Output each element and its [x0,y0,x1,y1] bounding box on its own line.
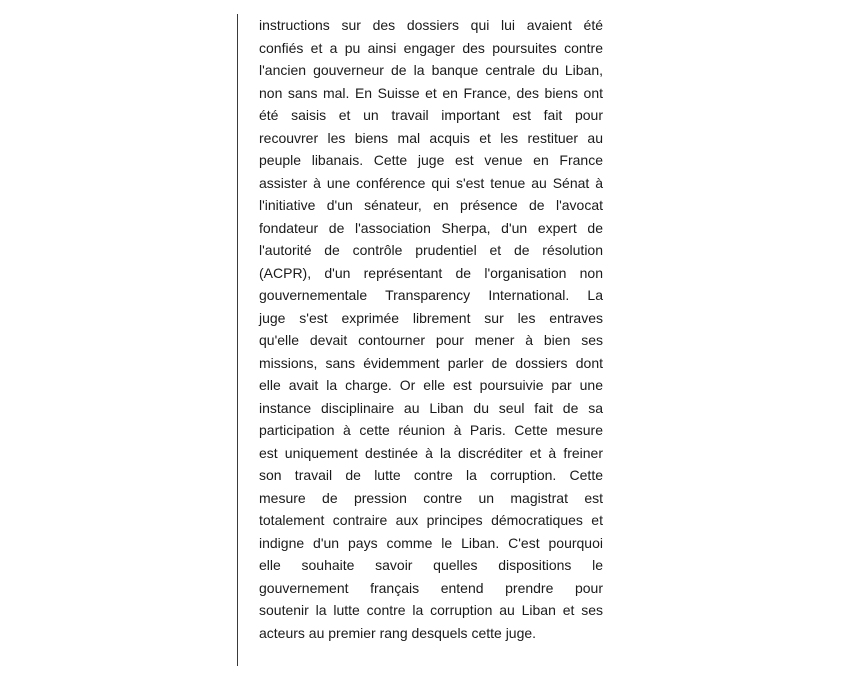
text-line: gouvernementale Transparency International. La [259,287,603,303]
text-line: son travail de lutte contre la corruption. Cette [259,467,603,483]
text-line: instance disciplinaire au Liban du seul fait de sa [259,399,603,416]
text-line: elle souhaite savoir quelles dispositions le [259,557,603,573]
text-line: assister à une conférence qui s'est tenue au Sénat à [259,174,603,191]
text-line: totalement contraire aux principes démocratiques et [259,512,603,528]
text-line: missions, sans évidemment parler de dossiers dont [259,354,603,371]
text-line: (ACPR), d'un représentant de l'organisation non [259,264,603,281]
text-line: acteurs au premier rang desquels cette juge. [259,624,537,641]
text-line: est uniquement destinée à la discréditer et à freiner [259,444,603,461]
text-line: confiés et a pu ainsi engager des poursuites contre [259,39,603,56]
text-line: indigne d'un pays comme le Liban. C'est pourquoi [259,534,603,551]
text-line: qu'elle devait contourner pour mener à bien ses [259,332,603,348]
text-line: fondateur de l'association Sherpa, d'un expert de [259,219,603,236]
margin-rule [237,14,238,666]
text-line: peuple libanais. Cette juge est venue en France [259,152,603,168]
text-line: gouvernement français entend prendre pour [259,579,603,596]
text-line: non sans mal. En Suisse et en France, des biens ont [259,84,603,101]
text-line: l'initiative d'un sénateur, en présence de l'avocat [259,197,603,213]
body-text [259,14,603,644]
text-line: soutenir la lutte contre la corruption au Liban et ses [259,602,603,618]
text-line: l'autorité de contrôle prudentiel et de résolution [259,242,603,258]
text-line: juge s'est exprimée librement sur les entraves [259,309,603,326]
text-line: été saisis et un travail important est fait pour [259,107,603,123]
text-line: instructions sur des dossiers qui lui avaient été [259,17,603,33]
text-line: recouvrer les biens mal acquis et les restituer au [259,129,603,146]
text-line: participation à cette réunion à Paris. Cette mesure [259,422,603,438]
text-line: l'ancien gouverneur de la banque centrale du Liban, [259,62,603,78]
text-line: elle avait la charge. Or elle est poursuivie par une [259,377,603,393]
text-line: mesure de pression contre un magistrat est [259,489,603,506]
